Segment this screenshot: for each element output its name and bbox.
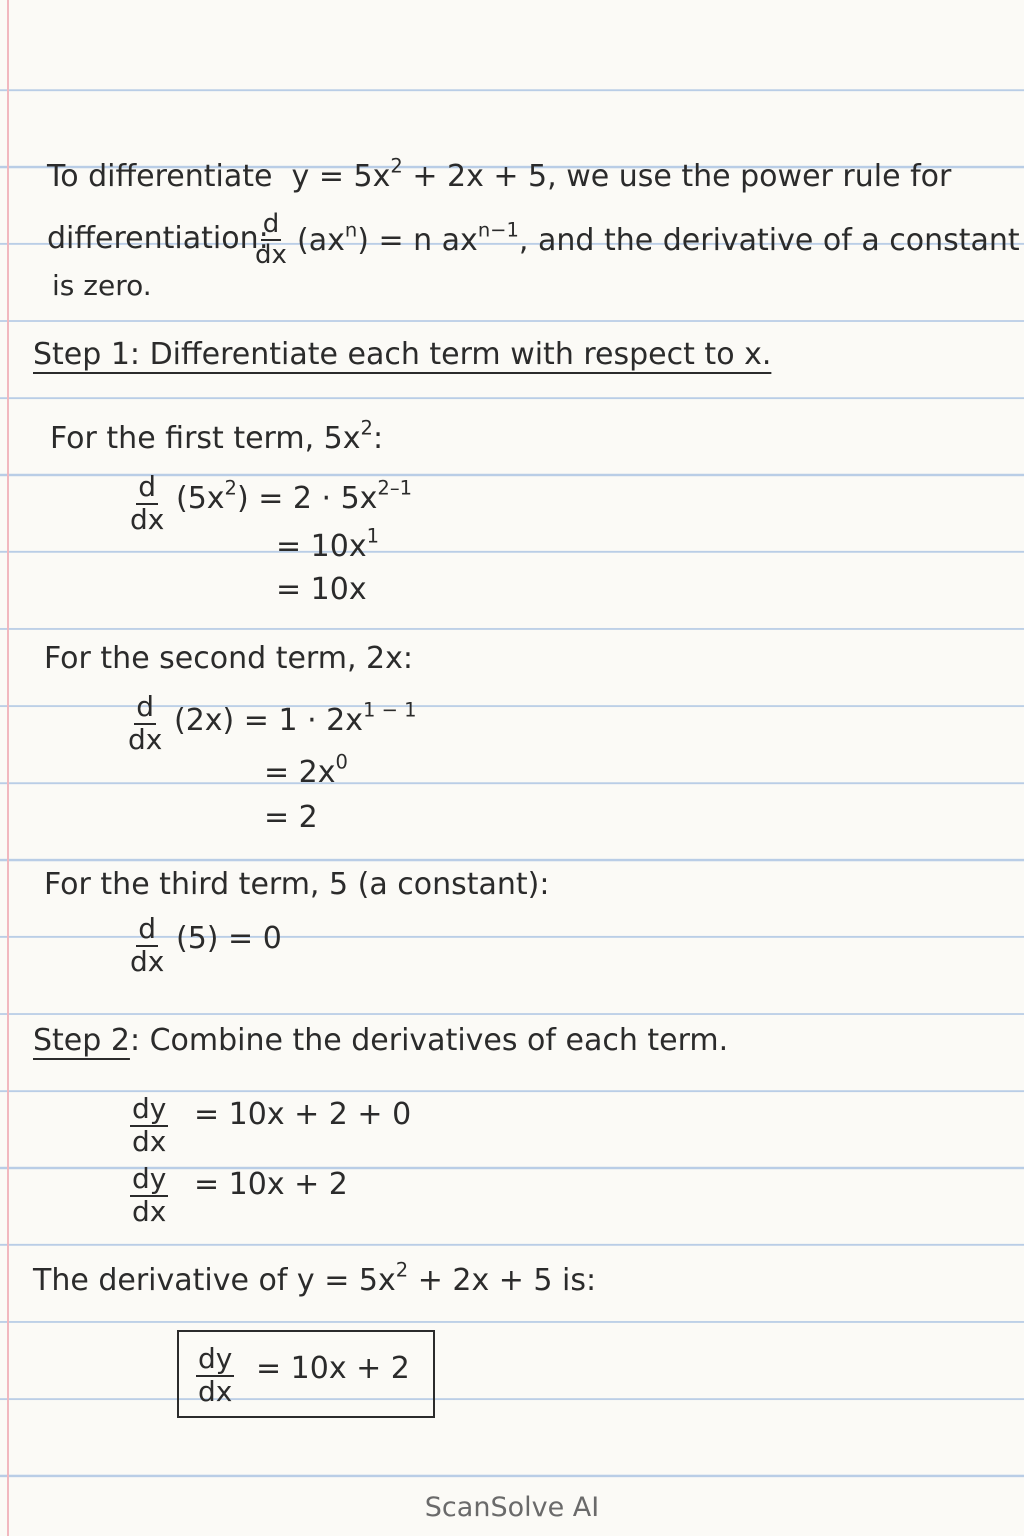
fraction-numerator: dy xyxy=(132,1162,167,1195)
step2-heading-rest: : Combine the derivatives of each term. xyxy=(129,1023,729,1058)
intro-text-2: differentiation: xyxy=(47,221,269,256)
conclusion-part: + 2x + 5 is: xyxy=(408,1263,597,1298)
fraction-numerator: d xyxy=(138,470,157,503)
expr-part: (5x xyxy=(176,481,225,516)
first-term-fraction xyxy=(128,472,166,536)
step2-heading-underlined: Step 2 xyxy=(33,1023,130,1058)
expr-part: ) = n ax xyxy=(357,223,478,258)
fraction-numerator: dy xyxy=(198,1342,233,1375)
first-term-eq1 xyxy=(176,476,412,516)
first-term-eq3: = 10x xyxy=(276,572,367,607)
answer-fraction xyxy=(196,1344,234,1408)
fraction-denominator: dx xyxy=(128,722,163,756)
third-term-fraction xyxy=(128,914,166,978)
step2-eq1: = 10x + 2 + 0 xyxy=(194,1097,412,1132)
intro-text-3: , and the derivative of a constant xyxy=(518,223,1020,258)
expr-part: = 2x xyxy=(264,755,336,790)
first-term-label xyxy=(50,416,384,456)
power-rule-fraction xyxy=(253,210,289,269)
exponent: 2 xyxy=(360,416,373,440)
third-term-label: For the third term, 5 (a constant): xyxy=(44,867,550,902)
label-text: For the first term, 5x xyxy=(50,421,361,456)
exponent: 2 xyxy=(390,154,403,178)
fraction-numerator: d xyxy=(138,912,157,945)
first-term-eq2 xyxy=(276,524,380,564)
fraction-denominator: dx xyxy=(198,1374,233,1408)
exponent: 1 − 1 xyxy=(363,698,417,722)
fraction-denominator: dx xyxy=(132,1124,167,1158)
label-colon: : xyxy=(372,421,384,456)
intro-line-3: is zero. xyxy=(52,269,152,302)
final-answer: = 10x + 2 xyxy=(256,1351,410,1386)
exponent: 0 xyxy=(335,750,348,774)
fraction-denominator: dx xyxy=(130,502,165,536)
expr-part: (ax xyxy=(297,223,345,258)
expr-part: (2x) = 1 · 2x xyxy=(174,703,363,738)
margin-line xyxy=(7,0,9,1536)
expr-part: = 10x xyxy=(276,529,367,564)
fraction-numerator: d xyxy=(262,209,280,239)
exponent: 2 xyxy=(395,1258,409,1282)
exponent: n−1 xyxy=(477,218,519,242)
footer-brand: ScanSolve AI xyxy=(424,1492,600,1523)
fraction-numerator: d xyxy=(136,690,155,723)
step2-fraction-2 xyxy=(130,1164,168,1228)
step1-heading: Step 1: Differentiate each term with respect to x. xyxy=(33,337,772,372)
step2-fraction-1 xyxy=(130,1094,168,1158)
exponent: 2 xyxy=(224,476,237,500)
conclusion-part: The derivative of y = 5x xyxy=(33,1263,396,1298)
expr-part: ) = 2 · 5x xyxy=(236,481,378,516)
second-term-eq1 xyxy=(174,698,417,738)
step2-eq2: = 10x + 2 xyxy=(194,1167,348,1202)
intro-text: To differentiate xyxy=(47,159,273,194)
fraction-denominator: dx xyxy=(255,239,287,270)
exponent: 2–1 xyxy=(377,476,412,500)
exponent: n xyxy=(344,218,358,242)
intro-text-rest: + 2x + 5, we use the power rule for xyxy=(402,159,952,194)
step2-heading xyxy=(33,1023,729,1058)
intro-line-1 xyxy=(47,154,952,194)
second-term-eq3: = 2 xyxy=(264,800,318,835)
fraction-numerator: dy xyxy=(132,1092,167,1125)
second-term-label: For the second term, 2x: xyxy=(44,641,413,676)
conclusion-text xyxy=(33,1258,597,1298)
fraction-denominator: dx xyxy=(132,1194,167,1228)
intro-line-2 xyxy=(47,221,269,256)
second-term-fraction xyxy=(126,692,164,756)
fraction-denominator: dx xyxy=(130,944,165,978)
intro-equation: y = 5x xyxy=(291,159,391,194)
third-term-eq1: (5) = 0 xyxy=(176,921,282,956)
second-term-eq2 xyxy=(264,750,348,790)
exponent: 1 xyxy=(366,524,380,548)
power-rule-expression xyxy=(297,218,1020,258)
